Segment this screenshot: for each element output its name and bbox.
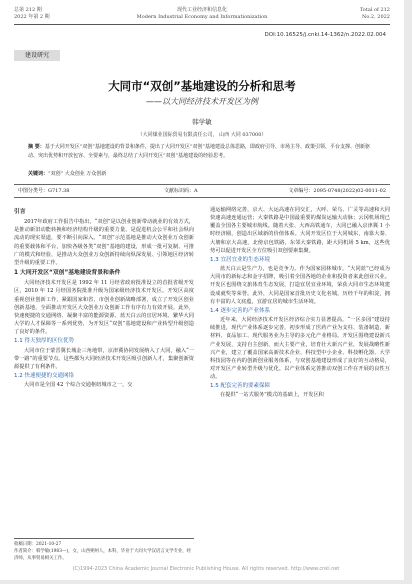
classification-bar [14, 184, 390, 198]
author-affiliation: （大同煤业国际贸易有限责任公司， 山西 大同 037000） [137, 132, 267, 138]
header-rule [14, 24, 390, 25]
keywords [28, 170, 376, 177]
footnote [14, 538, 194, 562]
header-journal [14, 7, 390, 21]
received-date: 收稿日期：2021-10-27 [14, 542, 62, 547]
subsection-1-3-paragraph: 蓝天白云是生产力，也是竞争力。作为国家园林城市，“大同蓝”已经成为大同市的新标志和金字招牌，吸引着全国各地的企业和投资者来此创业兴业。开发区也围绕文旅体育生态发展，打造宜居宜业环境，荣获大同市生态环境建设成就奖等荣誉。此外，大同是国家首批历史文化名城，历经千年的积淀，拥有丰富的人文底蕴，宜游宜居的城市生活环境。 [210, 266, 390, 305]
keywords-text: “双创” 大众创业 万众创新 [48, 171, 107, 177]
section-1-paragraph: 大同经济技术开发区是 1992 年 11 月经省政府批准设立的首批省级开发区，2010 年 12 月经国务院批准升级为国家级经济技术开发区。开发区高度重视创业创新工作，紧跟国家和省、市创业创新战略部署，成立了开发区创业创新基地，全面推动开发区大众创业万众创新工作有序有力有效开展。此外，快速便捷的交通网络、凝聚丰富的能源资源、蓝天白云的宜居环境、繁华大同大学的人才保障等一系列优势，为开发区“双创”基地建设和产业转型升级创造了良好的条件。 [14, 280, 194, 336]
header-number-en: No.2, 2022 [362, 14, 390, 20]
subsection-1-2-heading: 1.2 快速便捷的交通网络 [14, 372, 74, 379]
subsection-1-1-heading: 1.1 得天独厚的区位优势 [14, 338, 74, 345]
header-journal-cn: 现代工业经济和信息化 [176, 7, 227, 13]
subsection-1-4-paragraph: 近年来，大同经济技术开发区经济综合实力显著提高，“一区多园”建设持续推进，现代产业体系逐步完善，初步形成了医药产业为支柱、装备制造、新材料、食品加工、现代服务业为主导的多元化产业格局。开发区围绕建设新兴产业发展，支持自主创新，而大主要产业，培育壮大新兴产业，发展战略性新兴产业，建立了覆盖国家高新技术企业、科技型中小企业、科技孵化器、大学科技园等在内的创新创业服务体系，与双创基地建设形成了良好的互动格局，对开发区产业转型升级与优化。以产业体系完善推动双创工作在开展的良性互动。 [210, 317, 390, 381]
header-issue-year: 2022 年第 2 期 [14, 14, 50, 20]
article-number: 文章编号：2095-0748(2022)02-0011-02 [288, 188, 386, 194]
clc-number: 中图分类号：G717.38 [18, 188, 70, 194]
header-total-en: Total of 212 [359, 7, 390, 13]
author-name: 韩学敏 [192, 118, 212, 126]
left-column [14, 206, 194, 389]
header-total [360, 7, 390, 21]
document-code: 文献标识码：A [164, 188, 198, 194]
article-subtitle: ——以大同经济技术开发区为例 [146, 97, 258, 106]
abstract [28, 143, 376, 160]
subsection-1-2-paragraph: 大同市是全国 42 个综合交通枢纽城市之一，交 [24, 382, 133, 389]
abstract-label: 摘 要： [28, 144, 45, 150]
section-1-heading: 1 大同开发区“双创”基地建设背景和条件 [14, 270, 121, 277]
right-column [210, 206, 390, 400]
article-title: 大同市“双创”基地建设的分析和思考 [108, 79, 296, 93]
abstract-text: 基于大同开发区“双创”基地建设的背景和条件，提出了大同开发区“双创”基地建设总体思路，即政府引导、市场主导、政策引领、平台支撑、创新驱动、突出优势和开放包容、全要素与，最终总结了大同开发区“双创”基地建设的经验思考。 [28, 144, 370, 159]
subsection-1-5-heading: 1.5 配套完善的要素保障 [210, 383, 270, 390]
author-bio: 作者简介：韩学敏(1983—)，女，山西朔州人，本科，毕业于大同大学汉语言文学专业，经济师，从事贸易相关工作。 [14, 549, 192, 561]
subsection-1-3-heading: 1.3 宜居宜业的生态环境 [210, 256, 270, 263]
header-journal-en: Modern Industrial Economy and Informationization [136, 14, 268, 20]
keywords-label: 关键词： [28, 171, 49, 177]
subsection-1-5-paragraph: 在提供“一站式服务”模式的基础上，开发区积 [220, 392, 324, 399]
doi[interactable]: DOI:10.16525/j.cnki.14-1362/n.2022.02.004 [264, 32, 386, 38]
subsection-1-1-paragraph: 大同市位于蒙晋冀长城金三角地带，京津冀协同发展纳入了大同，融入“一带一路”的重要节点。这些都为大同经济技术开发区吸引创新人才，集聚创新资源提供了有利条件。 [14, 347, 194, 370]
section-tag: 建设研究 [14, 50, 60, 61]
intro-heading: 引言 [14, 209, 26, 215]
copyright-footer: (C)1994-2023 China Academic Journal Electronic Publishing House. All rights reserved. http://www.cnki.net [72, 566, 340, 572]
header-issue-total: 总第 212 期 [14, 7, 42, 13]
subsection-1-4-heading: 1.4 逐步完善的产业体系 [210, 307, 270, 314]
subsection-1-2-continued: 通运输网络完善，京大、大运高速在同交汇，大呼、荣乌、广灵等高速和大同快速高速连通运营；大秦铁路是中国最重要的煤炭运输大动脉；云冈机场现已覆盖全国各主要城市航线。随着大张、大西高铁通车，大同已融入京津冀 1 小时经济圈，创造出区域新的价值体系。大同开发区位于大同城东，南靠大秦、大塘和京大高速，北傍京包铁路，东邻大秦铁路，距大同机场 5 km，这些优势可以促进开发区全方位吸引双创要素集聚。 [210, 207, 390, 254]
intro-paragraph: 2017年政府工作报告中指出，“双创”是以创业创新带动就业的有效方式，是推动新旧动能转换和经济结构升级的重要力量，是促进机会公平和社会纵向流动的现实渠道，要不断引向深入。“双创”示范基地是推动大众创业万众创新的重要载体和平台，加快各级各类“双创”基地的建设，形成一批可复制、可推广的模式和经验，是推动大众创业万众创新持续向纵深发展、引领地区经济转型升级的重要工作。 [14, 219, 194, 266]
